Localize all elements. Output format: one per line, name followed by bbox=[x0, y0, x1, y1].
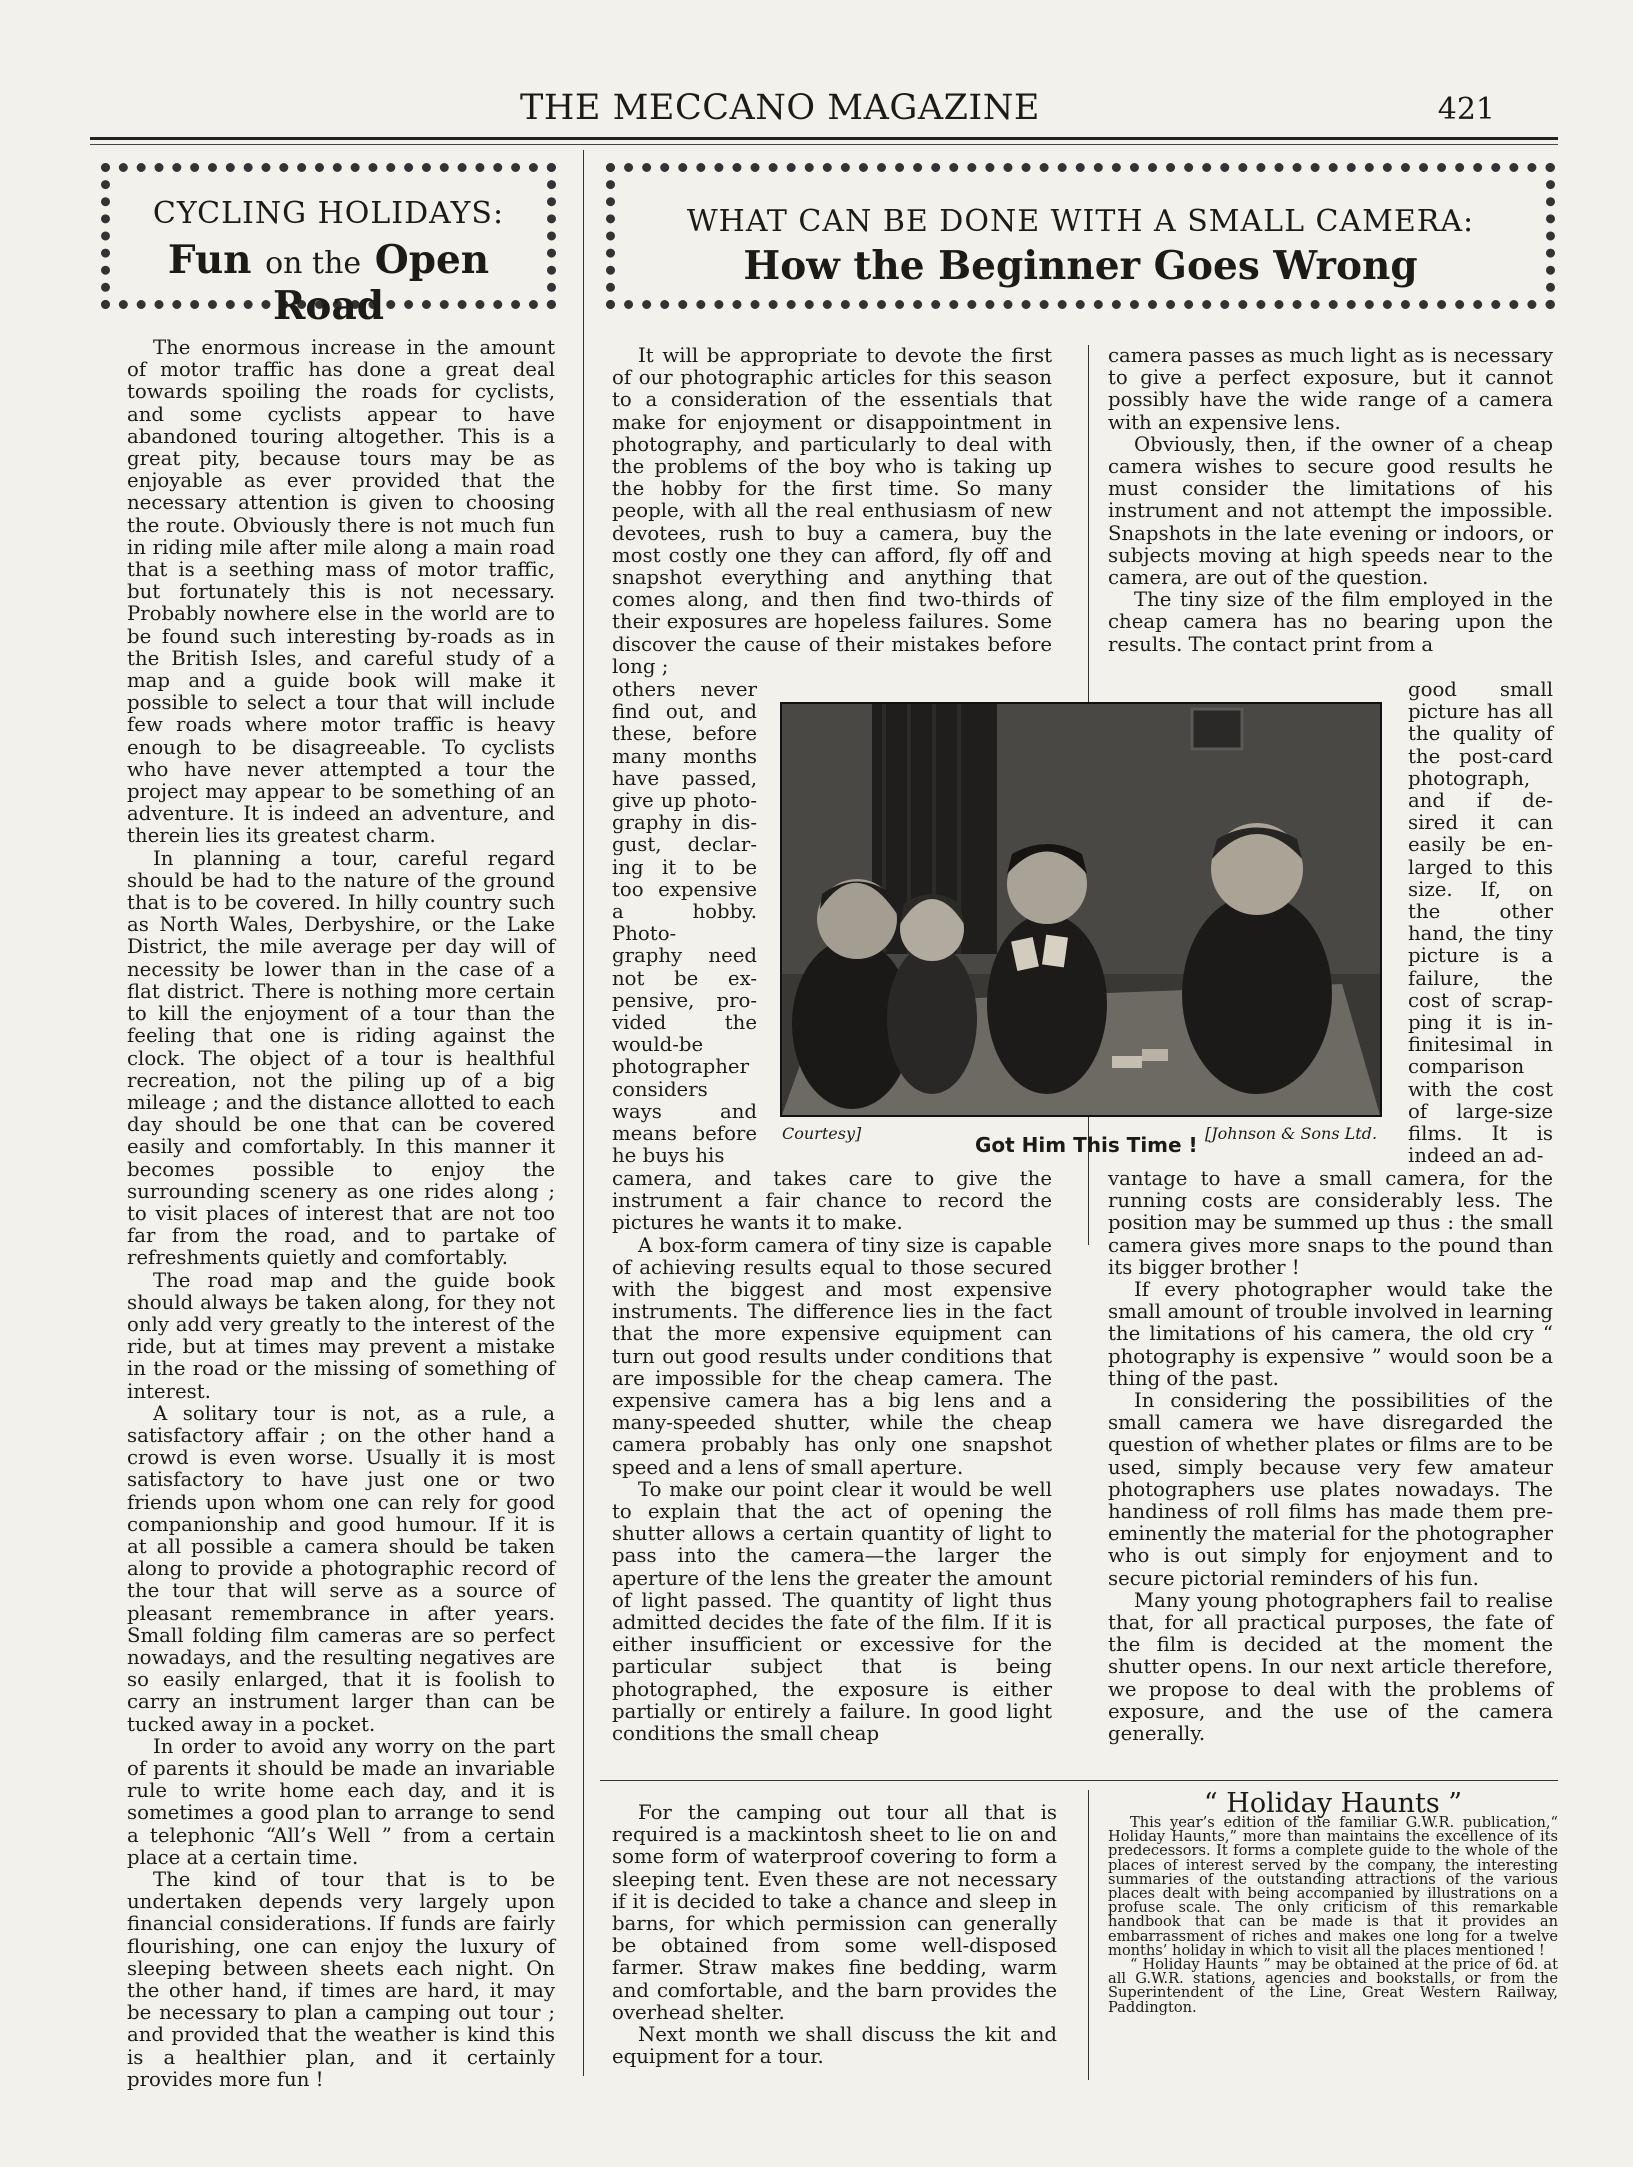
wrap-line: photographer bbox=[612, 1055, 749, 1079]
wrap-line: the other bbox=[1408, 900, 1553, 924]
running-head: THE MECCANO MAGAZINE bbox=[520, 88, 1040, 128]
wrap-line: pensive, pro- bbox=[612, 988, 757, 1012]
cycling-continuation-paragraph: Next month we shall discuss the kit and equipment for a tour. bbox=[612, 2023, 1057, 2069]
camera-column-1-wrap bbox=[612, 679, 757, 1167]
wrap-line: ping it is in- bbox=[1408, 1011, 1553, 1035]
wrap-line: of large-size bbox=[1408, 1099, 1553, 1123]
camera-paragraph: vantage to have a small camera, for the running costs are considerably less. The position may be summed up thus : the small camera gives more snaps to the pound than its bigger brother ! bbox=[1108, 1167, 1553, 1279]
page-number: 421 bbox=[1437, 92, 1495, 127]
cycling-title-part-c: Open Road bbox=[273, 237, 490, 329]
wrap-line: the post-card bbox=[1408, 744, 1553, 768]
camera-paragraph: camera, and takes care to give the instrument a fair chance to record the pictures he wants it to make. bbox=[612, 1167, 1052, 1235]
wrap-line: finitesimal in bbox=[1408, 1033, 1553, 1057]
column-rule-1 bbox=[583, 150, 584, 2076]
cycling-paragraph: The road map and the guide book should always be taken along, for they not only add very greatly to the interest of the ride, but at times may prevent a mistake in the road or the missing of something of interest. bbox=[127, 1268, 555, 1403]
column-rule-3 bbox=[1088, 1790, 1089, 2080]
holiday-haunts-body bbox=[1108, 1816, 1558, 2015]
cycling-title bbox=[110, 237, 547, 329]
wrap-line: ways and bbox=[612, 1099, 757, 1123]
wrap-line: the quality of bbox=[1408, 722, 1553, 746]
wrap-line: others never bbox=[612, 678, 757, 701]
wrap-line: picture is a bbox=[1408, 944, 1553, 968]
cycling-paragraph: In order to avoid any worry on the part of parents it should be made an invariable rule to write home each day, and it is sometimes a good plan to arrange to send a telephonic “All’s Well ” from a certain place at a certain time. bbox=[127, 1734, 555, 1869]
wrap-line: considers bbox=[612, 1077, 708, 1101]
holiday-haunts-paragraph: “ Holiday Haunts ” may be obtained at the price of 6d. at all G.W.R. stations, agencies and bookstalls, or from the Superintendent of the Line, Great Western Railway, Paddington. bbox=[1108, 1956, 1558, 2016]
cycling-continuation bbox=[612, 1802, 1057, 2068]
wrap-line: indeed an ad- bbox=[1408, 1144, 1544, 1168]
header-rule bbox=[90, 137, 1558, 140]
camera-paragraph: A box-form camera of tiny size is capable of achieving results equal to those secured with the biggest and most expensive instruments. The difference lies in the fact that the more expensive equipment can turn out good results under conditions that are impossible for the cheap camera. The expensive camera has a big lens and a many-speeded shutter, while the cheap camera probably has only one snapshot speed and a lens of small aperture. bbox=[612, 1233, 1052, 1479]
camera-paragraph: Many young photographers fail to realise that, for all practical purposes, the fate of the film is decided at the moment the shutter opens. In our next article therefore, we propose to deal with the problems of exposure, and the use of the camera generally. bbox=[1108, 1588, 1553, 1746]
cycling-paragraph: The kind of tour that is to be undertaken depends very largely upon financial considerations. If funds are fairly flourishing, one can enjoy the luxury of sleeping between sheets each night. On the other hand, if times are hard, it may be necessary to plan a camping out tour ; and provided that the weather is kind this is a healthier plan, and it certainly provides more fun ! bbox=[127, 1868, 555, 2091]
cycling-title-box bbox=[101, 163, 556, 329]
camera-column-2-wrap bbox=[1408, 679, 1553, 1167]
cycling-continuation-paragraph: For the camping out tour all that is required is a mackintosh sheet to lie on and some form of waterproof covering to form a sleeping tent. Even these are not necessary if it is decided to take a chance and sleep in barns, for which permission can generally be obtained from some well-disposed farmer. Straw makes fine bedding, warm and comfortable, and the barn provides the overhead shelter. bbox=[612, 1801, 1057, 2024]
wrap-line: he buys his bbox=[612, 1144, 725, 1168]
camera-column-1-top bbox=[612, 345, 1052, 678]
holiday-haunts-title: “ Holiday Haunts ” bbox=[1203, 1788, 1463, 1819]
section-rule bbox=[600, 1780, 1558, 1781]
wrap-line: larged to this bbox=[1408, 855, 1553, 879]
camera-paragraph: The tiny size of the film employed in the cheap camera has no bearing upon the results. The contact print from a bbox=[1108, 588, 1553, 656]
camera-kicker: WHAT CAN BE DONE WITH A SMALL CAMERA: bbox=[686, 204, 1475, 239]
wrap-line: failure, the bbox=[1408, 966, 1553, 990]
wrap-line: cost of scrap- bbox=[1408, 988, 1553, 1012]
photo-caption: Got Him This Time ! bbox=[975, 1133, 1198, 1157]
camera-column-1-bottom bbox=[612, 1168, 1052, 1745]
wrap-line: would-be bbox=[612, 1033, 704, 1057]
camera-paragraph: If every photographer would take the small amount of trouble involved in learning the limitations of his camera, the old cry “ photography is expensive ” would soon be a thing of the past. bbox=[1108, 1278, 1553, 1390]
wrap-line: with the cost bbox=[1408, 1077, 1553, 1101]
cycling-kicker: CYCLING HOLIDAYS: bbox=[152, 196, 505, 231]
wrap-line: photograph, bbox=[1408, 766, 1531, 790]
camera-column-2-bottom bbox=[1108, 1168, 1553, 1745]
photo-credit-right: [Johnson & Sons Ltd. bbox=[1205, 1124, 1378, 1143]
photo-children-playing-cards bbox=[780, 702, 1382, 1117]
wrap-line: vided the bbox=[612, 1011, 757, 1035]
wrap-line: picture has all bbox=[1408, 700, 1553, 724]
wrap-line: size. If, on bbox=[1408, 877, 1553, 901]
wrap-line: these, before bbox=[612, 722, 757, 746]
holiday-haunts-paragraph: This year’s edition of the familiar G.W.R. publication,“ Holiday Haunts,” more than maintains the excellence of its predecessors. It forms a complete guide to the whole of the places of interest served by the company, the interesting summaries of the outstanding attractions of the various places dealt with being accompanied by illustrations on a profuse scale. The only criticism of this remarkable handbook that can be made is that it provides an embarrassment of riches and makes one long for a twelve months’ holiday in which to visit all the places mentioned ! bbox=[1108, 1814, 1558, 1959]
camera-paragraph: In considering the possibilities of the small camera we have disregarded the question of whether plates or films are to be used, simply because very few amateur photographers use plates nowadays. The handiness of roll films has made them pre-eminently the material for the photographer who is out simply for enjoyment and to secure pictorial reminders of his fun. bbox=[1108, 1389, 1553, 1590]
camera-paragraph: Obviously, then, if the owner of a cheap camera wishes to secure good results he must consider the limitations of his instrument and not attempt the impossible. Snapshots in the late evening or indoors, or subjects moving at high speeds near to the camera, are out of the question. bbox=[1108, 432, 1553, 590]
wrap-line: sired it can bbox=[1408, 811, 1553, 835]
wrap-line: a hobby. bbox=[612, 900, 757, 924]
wrap-line: comparison bbox=[1408, 1055, 1525, 1079]
wrap-line: films. It is bbox=[1408, 1122, 1553, 1146]
camera-column-2-top bbox=[1108, 345, 1553, 656]
cycling-paragraph: A solitary tour is not, as a rule, a satisfactory affair ; on the other hand a crowd is even worse. Usually it is most satisfactory to have just one or two friends upon whom one can rely for good companionship and good humour. If it is at all possible a camera should be taken along to provide a photographic record of the tour that will serve as a source of pleasant remembrance in after years. Small folding film cameras are so perfect nowadays, and the resulting negatives are so easily enlarged, that it is foolish to carry an instrument larger than can be tucked away in a pocket. bbox=[127, 1401, 555, 1736]
camera-title-box bbox=[606, 163, 1555, 309]
header-rule-thin bbox=[90, 144, 1558, 145]
cycling-column bbox=[127, 337, 555, 2091]
wrap-line: graphy need bbox=[612, 944, 757, 968]
wrap-line: Photo- bbox=[612, 922, 677, 946]
photo-credit-left: Courtesy] bbox=[782, 1124, 862, 1143]
camera-paragraph: camera passes as much light as is necessary to give a perfect exposure, but it cannot possibly have the wide range of a camera with an expensive lens. bbox=[1108, 344, 1553, 434]
wrap-line: give up photo- bbox=[612, 789, 757, 813]
photo-illustration bbox=[782, 704, 1380, 1115]
wrap-line: too expensive bbox=[612, 877, 757, 901]
wrap-line: means before bbox=[612, 1122, 757, 1146]
wrap-line: hand, the tiny bbox=[1408, 922, 1553, 946]
cycling-paragraph: In planning a tour, careful regard should be had to the nature of the ground that is to be covered. In hilly country such as North Wales, Derbyshire, or the Lake District, the mile average per day will of necessity be lower than in the case of a flat district. There is nothing more certain to kill the enjoyment of a tour than the feeling that one is riding against the clock. The object of a tour is healthful recreation, not the piling up of a big mileage ; and the distance allotted to each day should be one that can be covered easily and comfortably. In this manner it becomes possible to enjoy the surrounding scenery as one rides along ; to visit places of interest that are not too far from the road, and to partake of refreshments quietly and comfortably. bbox=[127, 846, 555, 1270]
wrap-line: find out, and bbox=[612, 700, 757, 724]
wrap-line: graphy in dis- bbox=[612, 811, 757, 835]
camera-title: How the Beginner Goes Wrong bbox=[743, 243, 1418, 289]
wrap-line: have passed, bbox=[612, 766, 757, 790]
wrap-line: ing it to be bbox=[612, 855, 757, 879]
wrap-line: not be ex- bbox=[612, 966, 757, 990]
wrap-line: many months bbox=[612, 744, 757, 768]
cycling-title-part-b: on the bbox=[265, 246, 362, 281]
camera-paragraph: To make our point clear it would be well to explain that the act of opening the shutter allows a certain quantity of light to pass into the camera—the larger the aperture of the lens the greater the amount of light passed. The quantity of light thus admitted decides the fate of the film. If it is either insufficient or excessive for the particular subject that is being photographed, the exposure is either partially or entirely a failure. In good light conditions the small cheap bbox=[612, 1477, 1052, 1746]
cycling-title-part-a: Fun bbox=[167, 237, 252, 283]
cycling-paragraph: The enormous increase in the amount of motor traffic has done a great deal towards spoiling the roads for cyclists, and some cyclists appear to have abandoned touring altogether. This is a great pity, because tours may be as enjoyable as ever provided that the necessary attention is given to choosing the route. Obviously there is not much fun in riding mile after mile along a main road that is a seething mass of motor traffic, but fortunately this is not necessary. Probably nowhere else in the world are to be found such interesting by-roads as in the British Isles, and careful study of a map and a guide book will make it possible to select a tour that will include few roads where motor traffic is heavy enough to be disagreeable. To cyclists who have never attempted a tour the project may appear to be something of an adventure. It is indeed an adventure, and therein lies its greatest charm. bbox=[127, 336, 555, 848]
wrap-line: gust, declar- bbox=[612, 833, 757, 857]
wrap-line: and if de- bbox=[1408, 789, 1553, 813]
wrap-line: good small bbox=[1408, 678, 1553, 701]
camera-paragraph: It will be appropriate to devote the first of our photographic articles for this season to a consideration of the essentials that make for enjoyment or disappointment in photography, and particularly to deal with the problems of the boy who is taking up the hobby for the first time. So many people, with all the real enthusiasm of new devotees, rush to buy a camera, buy the most costly one they can afford, fly off and snapshot everything and anything that comes along, and then find two-thirds of their exposures are hopeless failures. Some discover the cause of their mistakes before long ; bbox=[612, 344, 1052, 678]
wrap-line: easily be en- bbox=[1408, 833, 1553, 857]
